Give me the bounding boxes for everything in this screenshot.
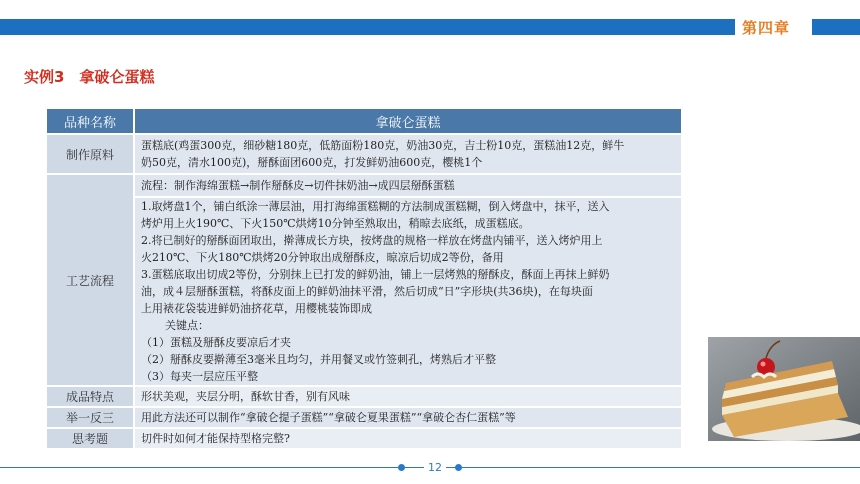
- question-label: 思考题: [46, 428, 134, 449]
- variations-label: 举一反三: [46, 407, 134, 428]
- step-line: 上用裱花袋装进鲜奶油挤花草，用樱桃装饰即成: [141, 302, 372, 315]
- footer-dot-left: [398, 464, 405, 471]
- question-row: [46, 428, 682, 449]
- ingredients-line: 奶50克，清水100克)，掰酥面团600克，打发鲜奶油600克，樱桃1个: [141, 156, 483, 169]
- step-line: 1.取烤盘1个，铺白纸涂一薄层油，用打海绵蛋糕糊的方法制成蛋糕糊，倒入烤盘中，抹平，送入: [141, 200, 610, 213]
- recipe-table: [45, 107, 683, 450]
- footer-dot-right: [455, 464, 462, 471]
- process-flow: 流程：制作海绵蛋糕→制作掰酥皮→切件抹奶油→成四层掰酥蛋糕: [134, 174, 682, 197]
- ingredients-label: 制作原料: [46, 134, 134, 174]
- question-value: 切件时如何才能保持型格完整?: [134, 428, 682, 449]
- features-row: [46, 386, 682, 407]
- table-header-row: [46, 108, 682, 134]
- process-flow-row: [46, 174, 682, 197]
- features-label: 成品特点: [46, 386, 134, 407]
- ingredients-cell: [134, 134, 682, 174]
- ingredients-row: [46, 134, 682, 174]
- header-bar: [0, 19, 735, 35]
- step-line: 2.将已制好的掰酥面团取出，擀薄成长方块，按烤盘的规格一样放在烤盘内铺平，送入烤炉用上: [141, 234, 603, 247]
- header-value: 拿破仑蛋糕: [134, 108, 682, 134]
- variations-value: 用此方法还可以制作“拿破仑提子蛋糕”“拿破仑夏果蛋糕”“拿破仑杏仁蛋糕”等: [134, 407, 682, 428]
- key-point: （3）每夹一层应压平整: [141, 370, 258, 383]
- ingredients-line: 蛋糕底(鸡蛋300克，细砂糖180克，低筋面粉180克，奶油30克，吉士粉10克，蛋糕油12克，鲜牛: [141, 139, 625, 152]
- page-number: 12: [424, 461, 446, 474]
- key-point: （2）掰酥皮要擀薄至3毫米且均匀，并用餐叉或竹签刺孔，烤熟后才平整: [141, 353, 496, 366]
- key-points-title: 关键点：: [165, 319, 209, 332]
- example-title: 实例3 拿破仑蛋糕: [24, 68, 155, 86]
- step-line: 3.蛋糕底取出切成2等份，分别抹上已打发的鲜奶油，铺上一层烤熟的掰酥皮，酥面上再抹上鲜奶: [141, 268, 610, 281]
- variations-row: [46, 407, 682, 428]
- header-bar-right: [812, 19, 860, 35]
- header-label: 品种名称: [46, 108, 134, 134]
- napoleon-cake-photo: [708, 337, 860, 441]
- step-line: 火210℃、下火180℃烘烤20分钟取出成掰酥皮，晾凉后切成2等份，备用: [141, 251, 504, 264]
- step-line: 烤炉用上火190℃、下火150℃烘烤10分钟至熟取出，稍晾去底纸，成蛋糕底。: [141, 217, 530, 230]
- process-steps-cell: [134, 197, 682, 386]
- features-value: 形状美观，夹层分明，酥软甘香，别有风味: [134, 386, 682, 407]
- step-line: 油，成４层掰酥蛋糕，将酥皮面上的鲜奶油抹平滑，然后切成“日”字形块(共36块)，在每块面: [141, 285, 593, 298]
- key-point: （1）蛋糕及掰酥皮要凉后才夹: [141, 336, 291, 349]
- chapter-label: 第四章: [742, 19, 791, 37]
- process-steps-row: [46, 197, 682, 386]
- cake-illustration: [708, 337, 860, 441]
- process-label: 工艺流程: [46, 174, 134, 386]
